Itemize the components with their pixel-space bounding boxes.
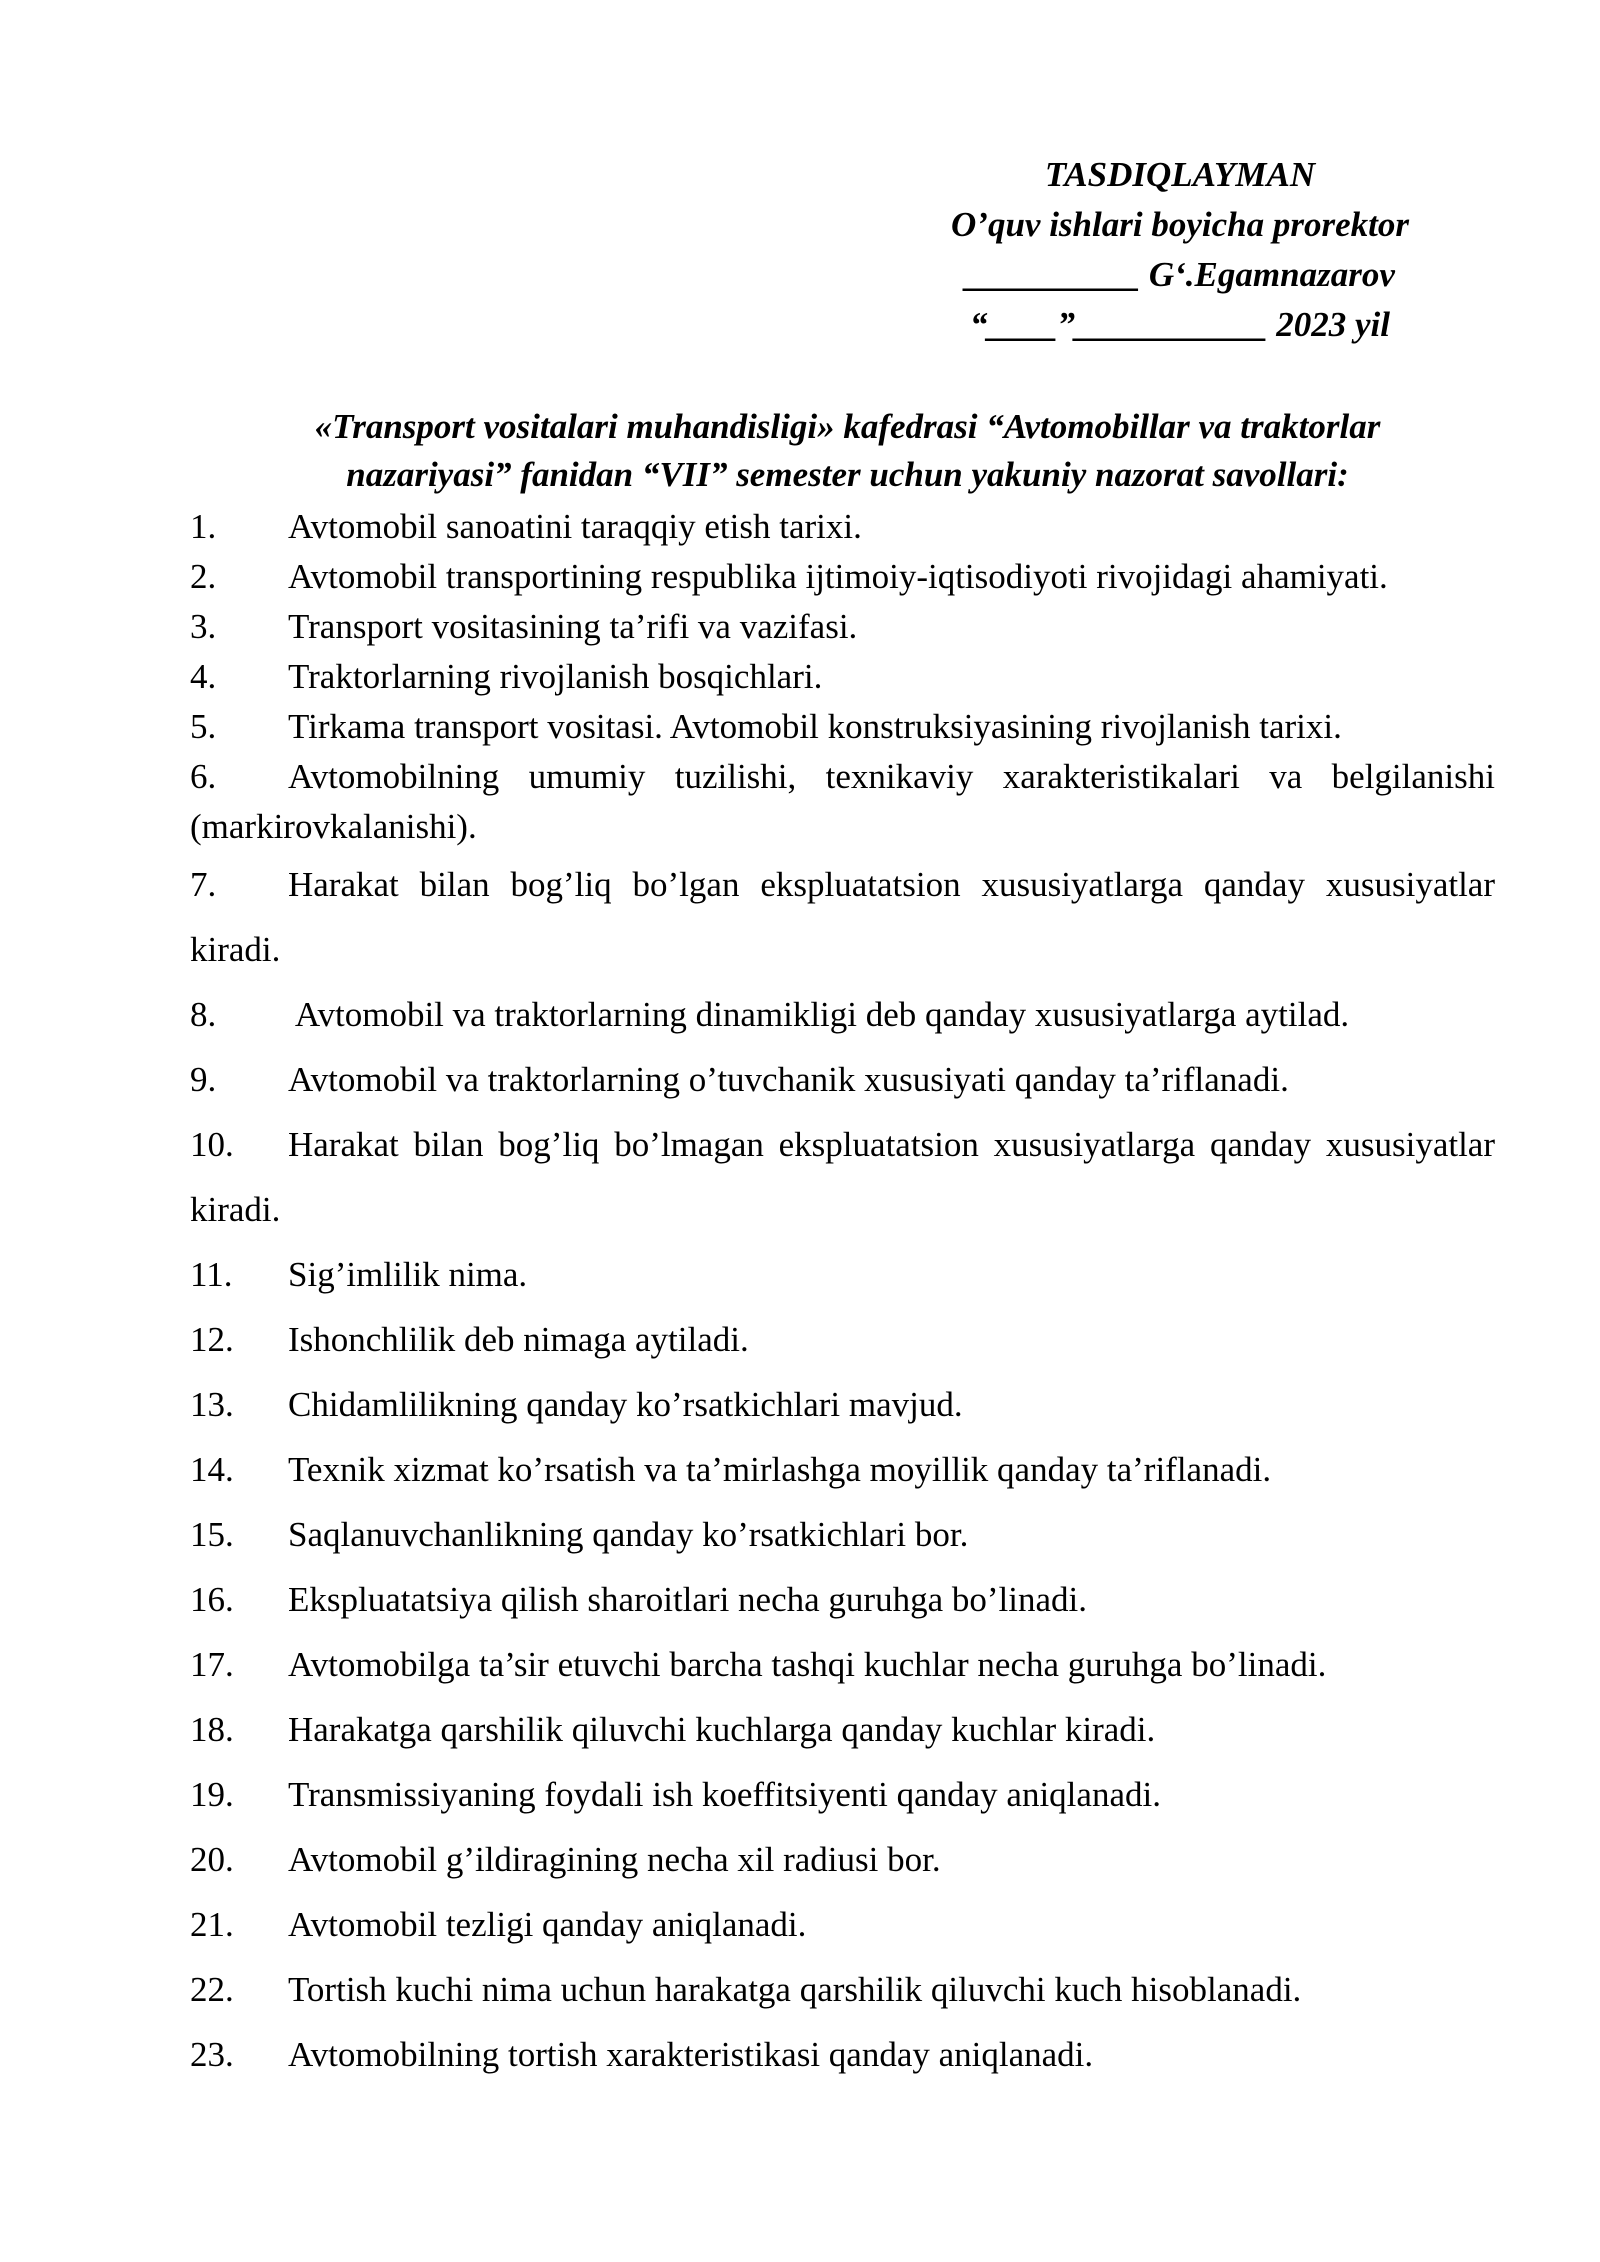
question-item: [190, 502, 1495, 552]
approval-signature-line: __________ G‘.Egamnazarov: [965, 255, 1395, 294]
question-number: 17.: [190, 1645, 234, 1684]
question-number: 10.: [190, 1125, 234, 1164]
question-item: [190, 1632, 1495, 1697]
approval-block: [880, 150, 1480, 350]
question-number: 12.: [190, 1320, 234, 1359]
question-list: [190, 502, 1495, 2087]
question-item: [190, 702, 1495, 752]
question-item: [190, 1502, 1495, 1567]
question-text: Avtomobilning tortish xarakteristikasi qanday aniqlanadi.: [288, 2035, 1094, 2074]
question-text: Tirkama transport vositasi. Avtomobil konstruksiyasining rivojlanish tarixi.: [288, 707, 1342, 746]
question-item: [190, 1567, 1495, 1632]
question-number: 2.: [190, 557, 217, 596]
question-number: 11.: [190, 1255, 233, 1294]
question-number: 15.: [190, 1515, 234, 1554]
question-item: [190, 552, 1495, 602]
question-number: 14.: [190, 1450, 234, 1489]
question-item: [190, 1437, 1495, 1502]
question-number: 1.: [190, 507, 217, 546]
question-item: [190, 1372, 1495, 1437]
question-item: [190, 1242, 1495, 1307]
question-text: Traktorlarning rivojlanish bosqichlari.: [288, 657, 823, 696]
approval-heading: TASDIQLAYMAN: [1044, 155, 1316, 194]
question-text: Avtomobilning umumiy tuzilishi, texnikaviy xarakteristikalari va belgilanishi (markirovkalanishi).: [190, 757, 1495, 846]
question-text: Avtomobilga ta’sir etuvchi barcha tashqi kuchlar necha guruhga bo’linadi.: [288, 1645, 1327, 1684]
question-number: 20.: [190, 1840, 234, 1879]
question-text: Avtomobil sanoatini taraqqiy etish tarixi.: [288, 507, 862, 546]
question-number: 16.: [190, 1580, 234, 1619]
question-number: 8.: [190, 995, 217, 1034]
question-text: Transport vositasining ta’rifi va vazifasi.: [288, 607, 858, 646]
question-text: Texnik xizmat ko’rsatish va ta’mirlashga moyillik qanday ta’riflanadi.: [288, 1450, 1272, 1489]
question-text: Sig’imlilik nima.: [288, 1255, 528, 1294]
question-text: Avtomobil va traktorlarning o’tuvchanik xususiyati qanday ta’riflanadi.: [288, 1060, 1289, 1099]
question-item: [190, 1047, 1495, 1112]
question-text: Transmissiyaning foydali ish koeffitsiyenti qanday aniqlanadi.: [288, 1775, 1161, 1814]
question-item: [190, 1307, 1495, 1372]
question-text: Avtomobil g’ildiragining necha xil radiusi bor.: [288, 1840, 941, 1879]
question-item: [190, 2022, 1495, 2087]
question-text: Tortish kuchi nima uchun harakatga qarshilik qiluvchi kuch hisoblanadi.: [288, 1970, 1302, 2009]
question-number: 23.: [190, 2035, 234, 2074]
approval-position: O’quv ishlari boyicha prorektor: [951, 205, 1409, 244]
question-number: 7.: [190, 865, 217, 904]
question-text: Harakat bilan bog’liq bo’lmagan ekspluatatsion xususiyatlarga qanday xususiyatlar kiradi.: [190, 1125, 1495, 1229]
question-item: [190, 1112, 1495, 1242]
question-number: 3.: [190, 607, 217, 646]
question-number: 4.: [190, 657, 217, 696]
question-number: 22.: [190, 1970, 234, 2009]
question-text: Harakat bilan bog’liq bo’lgan ekspluatatsion xususiyatlarga qanday xususiyatlar kiradi.: [190, 865, 1495, 969]
question-text: Avtomobil tezligi qanday aniqlanadi.: [288, 1905, 807, 1944]
question-item: [190, 1892, 1495, 1957]
question-item: [190, 752, 1495, 852]
question-text: Chidamlilikning qanday ko’rsatkichlari mavjud.: [288, 1385, 963, 1424]
question-item: [190, 602, 1495, 652]
question-number: 13.: [190, 1385, 234, 1424]
question-text: Saqlanuvchanlikning qanday ko’rsatkichlari bor.: [288, 1515, 969, 1554]
question-number: 19.: [190, 1775, 234, 1814]
question-text: Harakatga qarshilik qiluvchi kuchlarga qanday kuchlar kiradi.: [288, 1710, 1156, 1749]
question-number: 18.: [190, 1710, 234, 1749]
question-item: [190, 852, 1495, 982]
question-text: Ishonchlilik deb nimaga aytiladi.: [288, 1320, 749, 1359]
question-number: 5.: [190, 707, 217, 746]
question-number: 6.: [190, 757, 217, 796]
question-item: [190, 1697, 1495, 1762]
question-item: [190, 1827, 1495, 1892]
document-title: [190, 403, 1505, 499]
document-title-line-1: «Transport vositalari muhandisligi» kafedrasi “Avtomobillar va traktorlar: [314, 407, 1381, 446]
approval-date-line: “____”___________ 2023 yil: [970, 305, 1390, 344]
question-text: Avtomobil transportining respublika ijtimoiy-iqtisodiyoti rivojidagi ahamiyati.: [288, 557, 1388, 596]
question-number: 21.: [190, 1905, 234, 1944]
question-item: [190, 1957, 1495, 2022]
question-text: Avtomobil va traktorlarning dinamikligi deb qanday xususiyatlarga aytilad.: [288, 995, 1350, 1034]
question-item: [190, 652, 1495, 702]
question-number: 9.: [190, 1060, 217, 1099]
question-item: [190, 982, 1495, 1047]
question-item: [190, 1762, 1495, 1827]
document-title-line-2: nazariyasi” fanidan “VII” semester uchun yakuniy nazorat savollari:: [346, 455, 1349, 494]
question-text: Ekspluatatsiya qilish sharoitlari necha guruhga bo’linadi.: [288, 1580, 1087, 1619]
